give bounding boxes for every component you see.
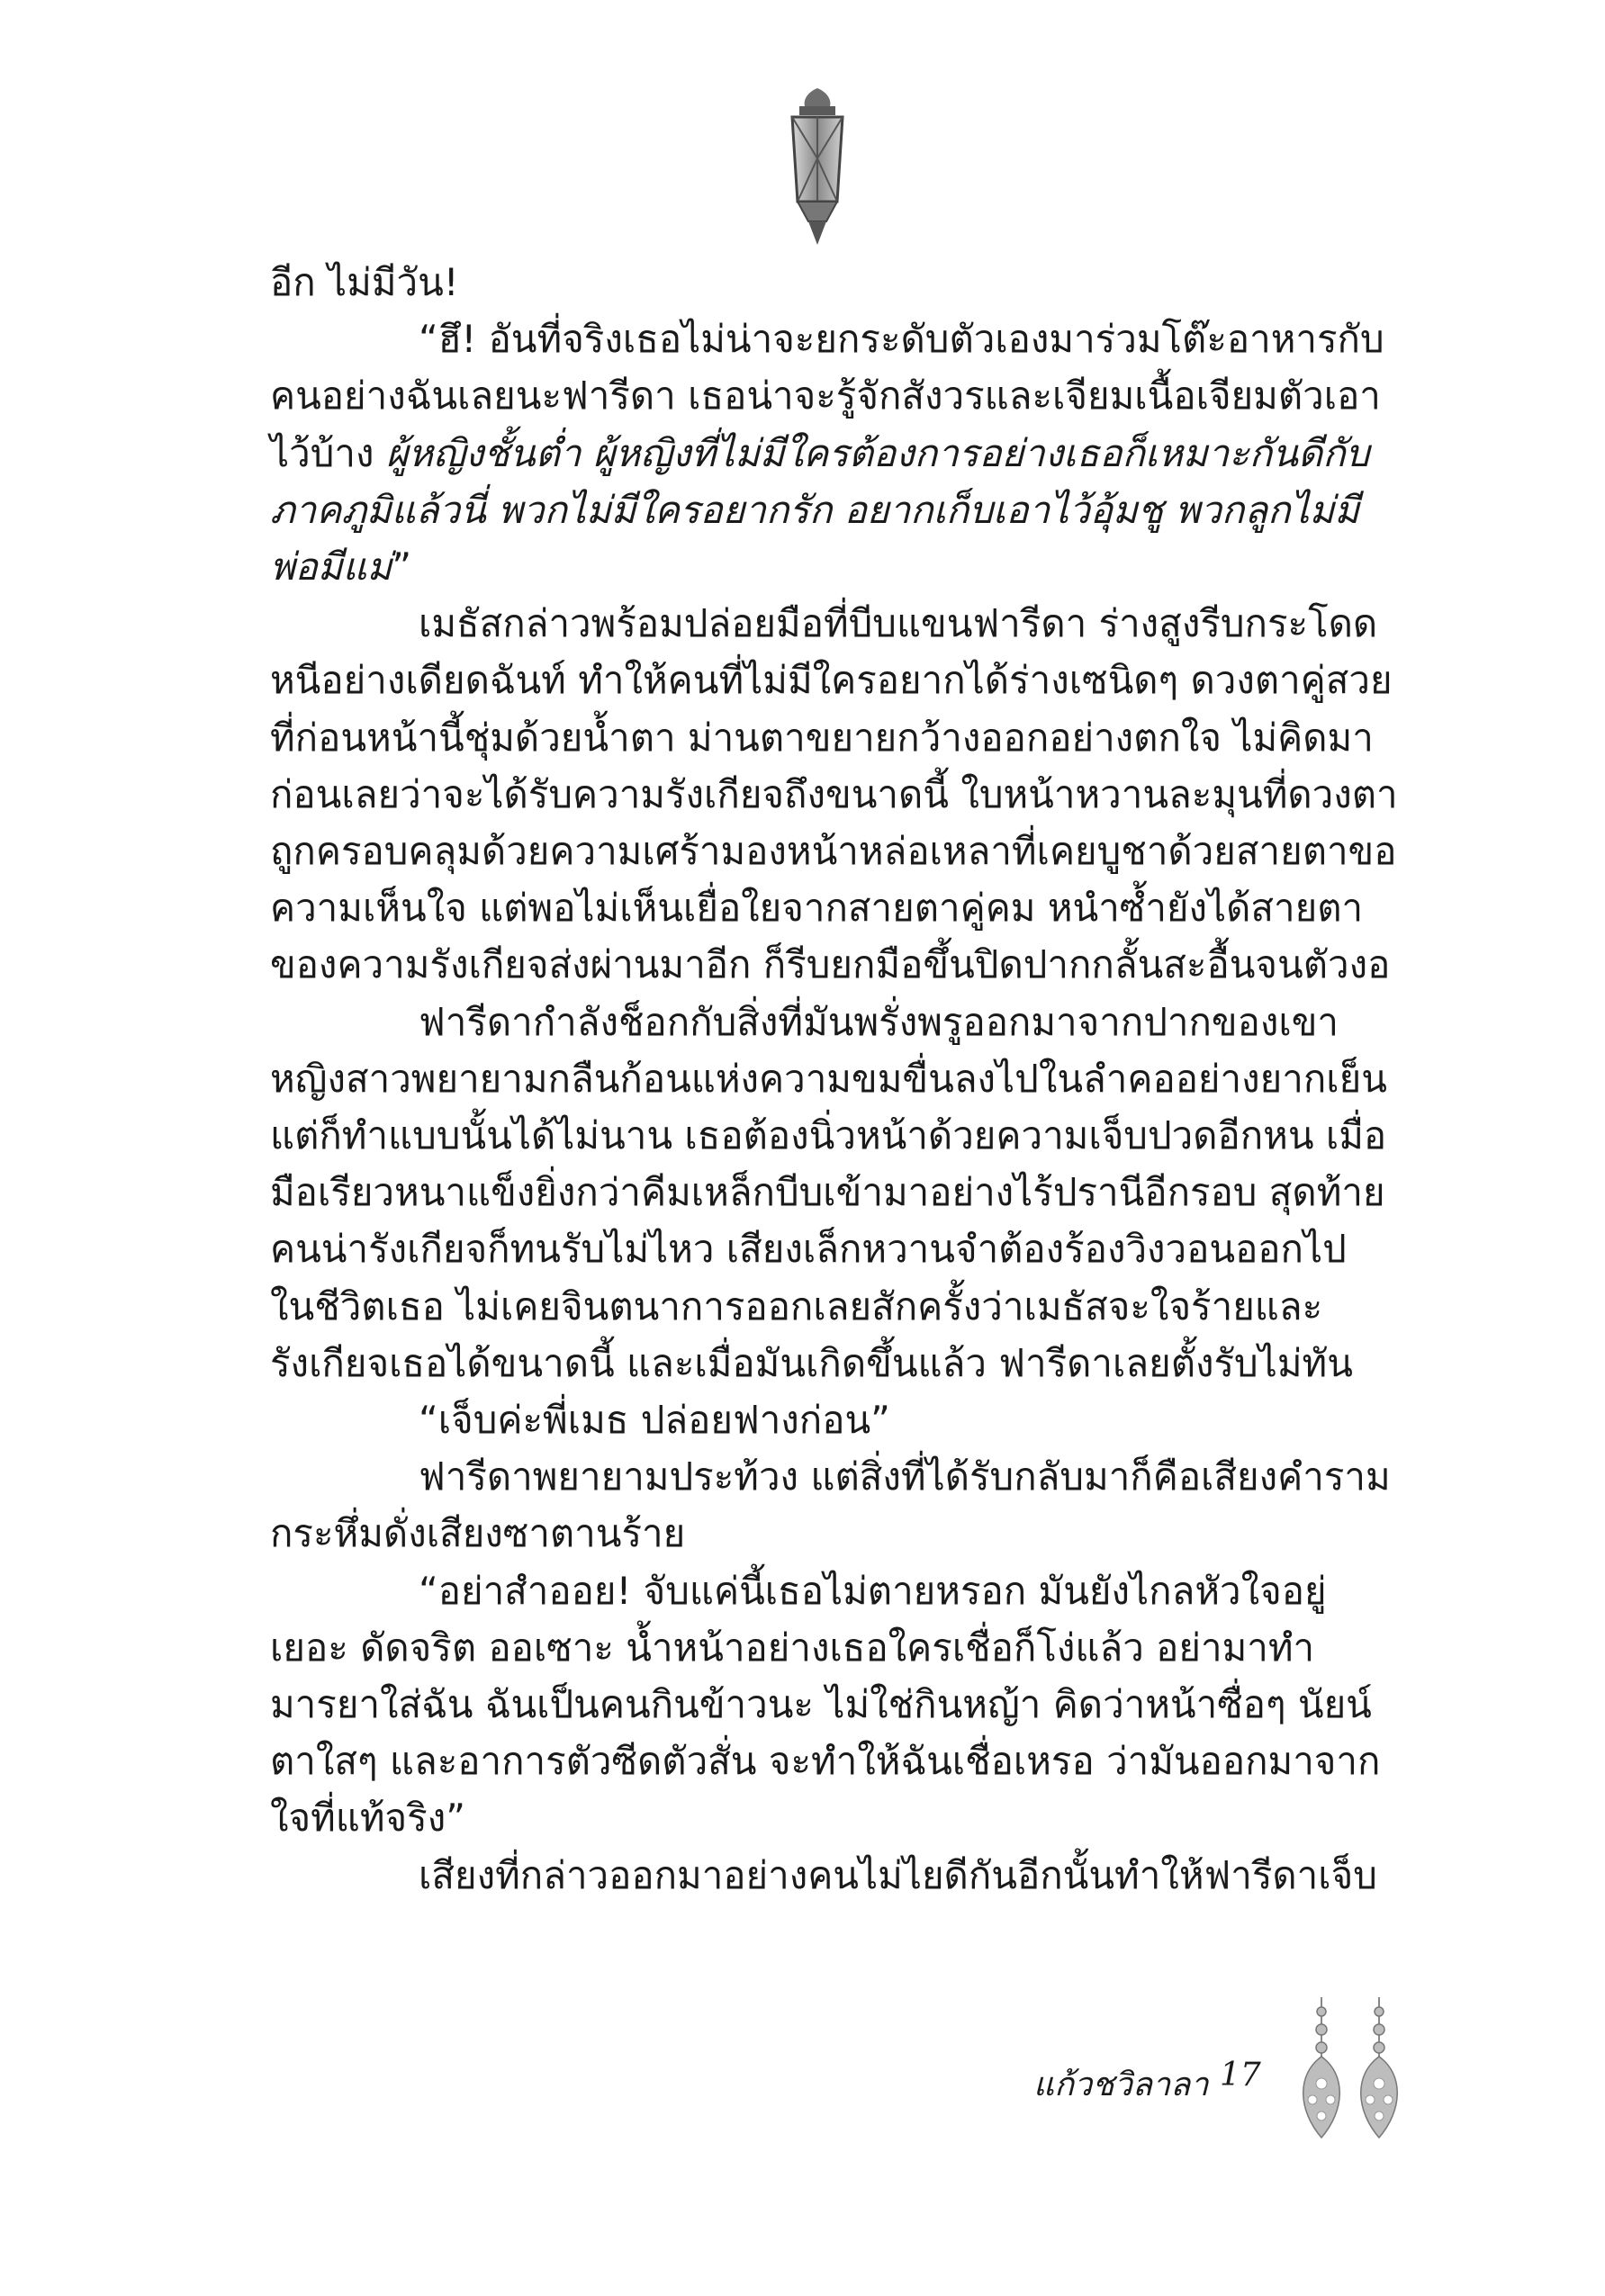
text-run: อีก ไม่มีวัน! (270, 260, 459, 304)
paragraph (270, 1847, 1402, 1904)
text-run: “อย่าสำออย! จับแค่นี้เธอไม่ตายหรอก มันยังไกลหัวใจอยู่เยอะ ดัดจริต ออเซาะ น้ำหน้าอย่างเธอใครเชื่อก็โง่แล้ว อย่ามาทำมารยาใส่ฉัน ฉันเป็นคนกินข้าวนะ ไม่ใช่กินหญ้า คิดว่าหน้าซื่อๆ นัยน์ตาใสๆ และอาการตัวซีดตัวสั่น จะทำให้ฉันเชื่อเหรอ ว่ามันออกมาจากใจที่แท้จริง” (270, 1568, 1381, 1841)
paragraph (270, 1562, 1402, 1847)
text-run: “ฮึ! อันที่จริงเธอไม่น่าจะยกระดับตัวเองมาร่วมโต๊ะอาหารกับคนอย่างฉันเลยนะฟารีดา เธอน่าจะรู้จักสังวรและเจียมเนื้อเจียมตัวเอาไว้บ้าง (270, 317, 1384, 475)
lantern-icon (772, 86, 862, 247)
text-run: ” (392, 545, 412, 590)
paragraph (270, 1448, 1402, 1562)
paragraph (270, 994, 1402, 1391)
text-run: “เจ็บค่ะพี่เมธ ปล่อยฟางก่อน” (419, 1398, 890, 1443)
page-number: 17 (1220, 2057, 1261, 2093)
paragraph (270, 311, 1402, 595)
book-title: แก้วชวิลาลา (1033, 2066, 1209, 2103)
text-run: ฟารีดากำลังช็อกกับสิ่งที่มันพรั่งพรูออกมาจากปากของเขา หญิงสาวพยายามกลืนก้อนแห่งความขมขื่นลงไปในลำคออย่างยากเย็น แต่ก็ทำแบบนั้นได้ไม่นาน เธอต้องนิ่วหน้าด้วยความเจ็บปวดอีกหน เมื่อมือเรียวหนาแข็งยิ่งกว่าคีมเหล็กบีบเข้ามาอย่างไร้ปรานีอีกรอบ สุดท้ายคนน่ารังเกียจก็ทนรับไม่ไหว เสียงเล็กหวานจำต้องร้องวิงวอนออกไป ในชีวิตเธอ ไม่เคยจินตนาการออกเลยสักครั้งว่าเมธัสจะใจร้ายและรังเกียจเธอได้ขนาดนี้ และเมื่อมันเกิดขึ้นแล้ว ฟารีดาเลยตั้งรับไม่ทัน (270, 999, 1400, 1385)
text-run: เสียงที่กล่าวออกมาอย่างคนไม่ไยดีกันอีกนั้นทำให้ฟารีดาเจ็บ (419, 1852, 1377, 1897)
earrings-icon (1287, 1994, 1413, 2147)
paragraph (270, 595, 1402, 993)
text-run: ฟารีดาพยายามประท้วง แต่สิ่งที่ได้รับกลับมาก็คือเสียงคำรามกระหึ่มดั่งเสียงซาตานร้าย (270, 1454, 1391, 1556)
body-text (270, 254, 1402, 1904)
text-run: เมธัสกล่าวพร้อมปล่อยมือที่บีบแขนฟารีดา ร่างสูงรีบกระโดดหนีอย่างเดียดฉันท์ ทำให้คนที่ไม่มีใครอยากได้ร่างเซนิดๆ ดวงตาคู่สวยที่ก่อนหน้านี้ชุ่มด้วยน้ำตา ม่านตาขยายกว้างออกอย่างตกใจ ไม่คิดมาก่อนเลยว่าจะได้รับความรังเกียจถึงขนาดนี้ ใบหน้าหวานละมุนที่ดวงตาถูกครอบคลุมด้วยความเศร้ามองหน้าหล่อเหลาที่เคยบูชาด้วยสายตาขอความเห็นใจ แต่พอไม่เห็นเยื่อใยจากสายตาคู่คม หนำซ้ำยังได้สายตาของความรังเกียจส่งผ่านมาอีก ก็รีบยกมือขึ้นปิดปากกลั้นสะอื้นจนตัวงอ (270, 601, 1398, 987)
paragraph (270, 1391, 1402, 1448)
italic-text: ผู้หญิงชั้นต่ำ ผู้หญิงที่ไม่มีใครต้องการอย่างเธอก็เหมาะกันดีกับภาคภูมิแล้วนี่ พวกไม่มีใครอยากรัก อยากเก็บเอาไว้อุ้มชู พวกลูกไม่มีพ่อมีแม่ (270, 430, 1370, 590)
paragraph (270, 254, 1402, 311)
